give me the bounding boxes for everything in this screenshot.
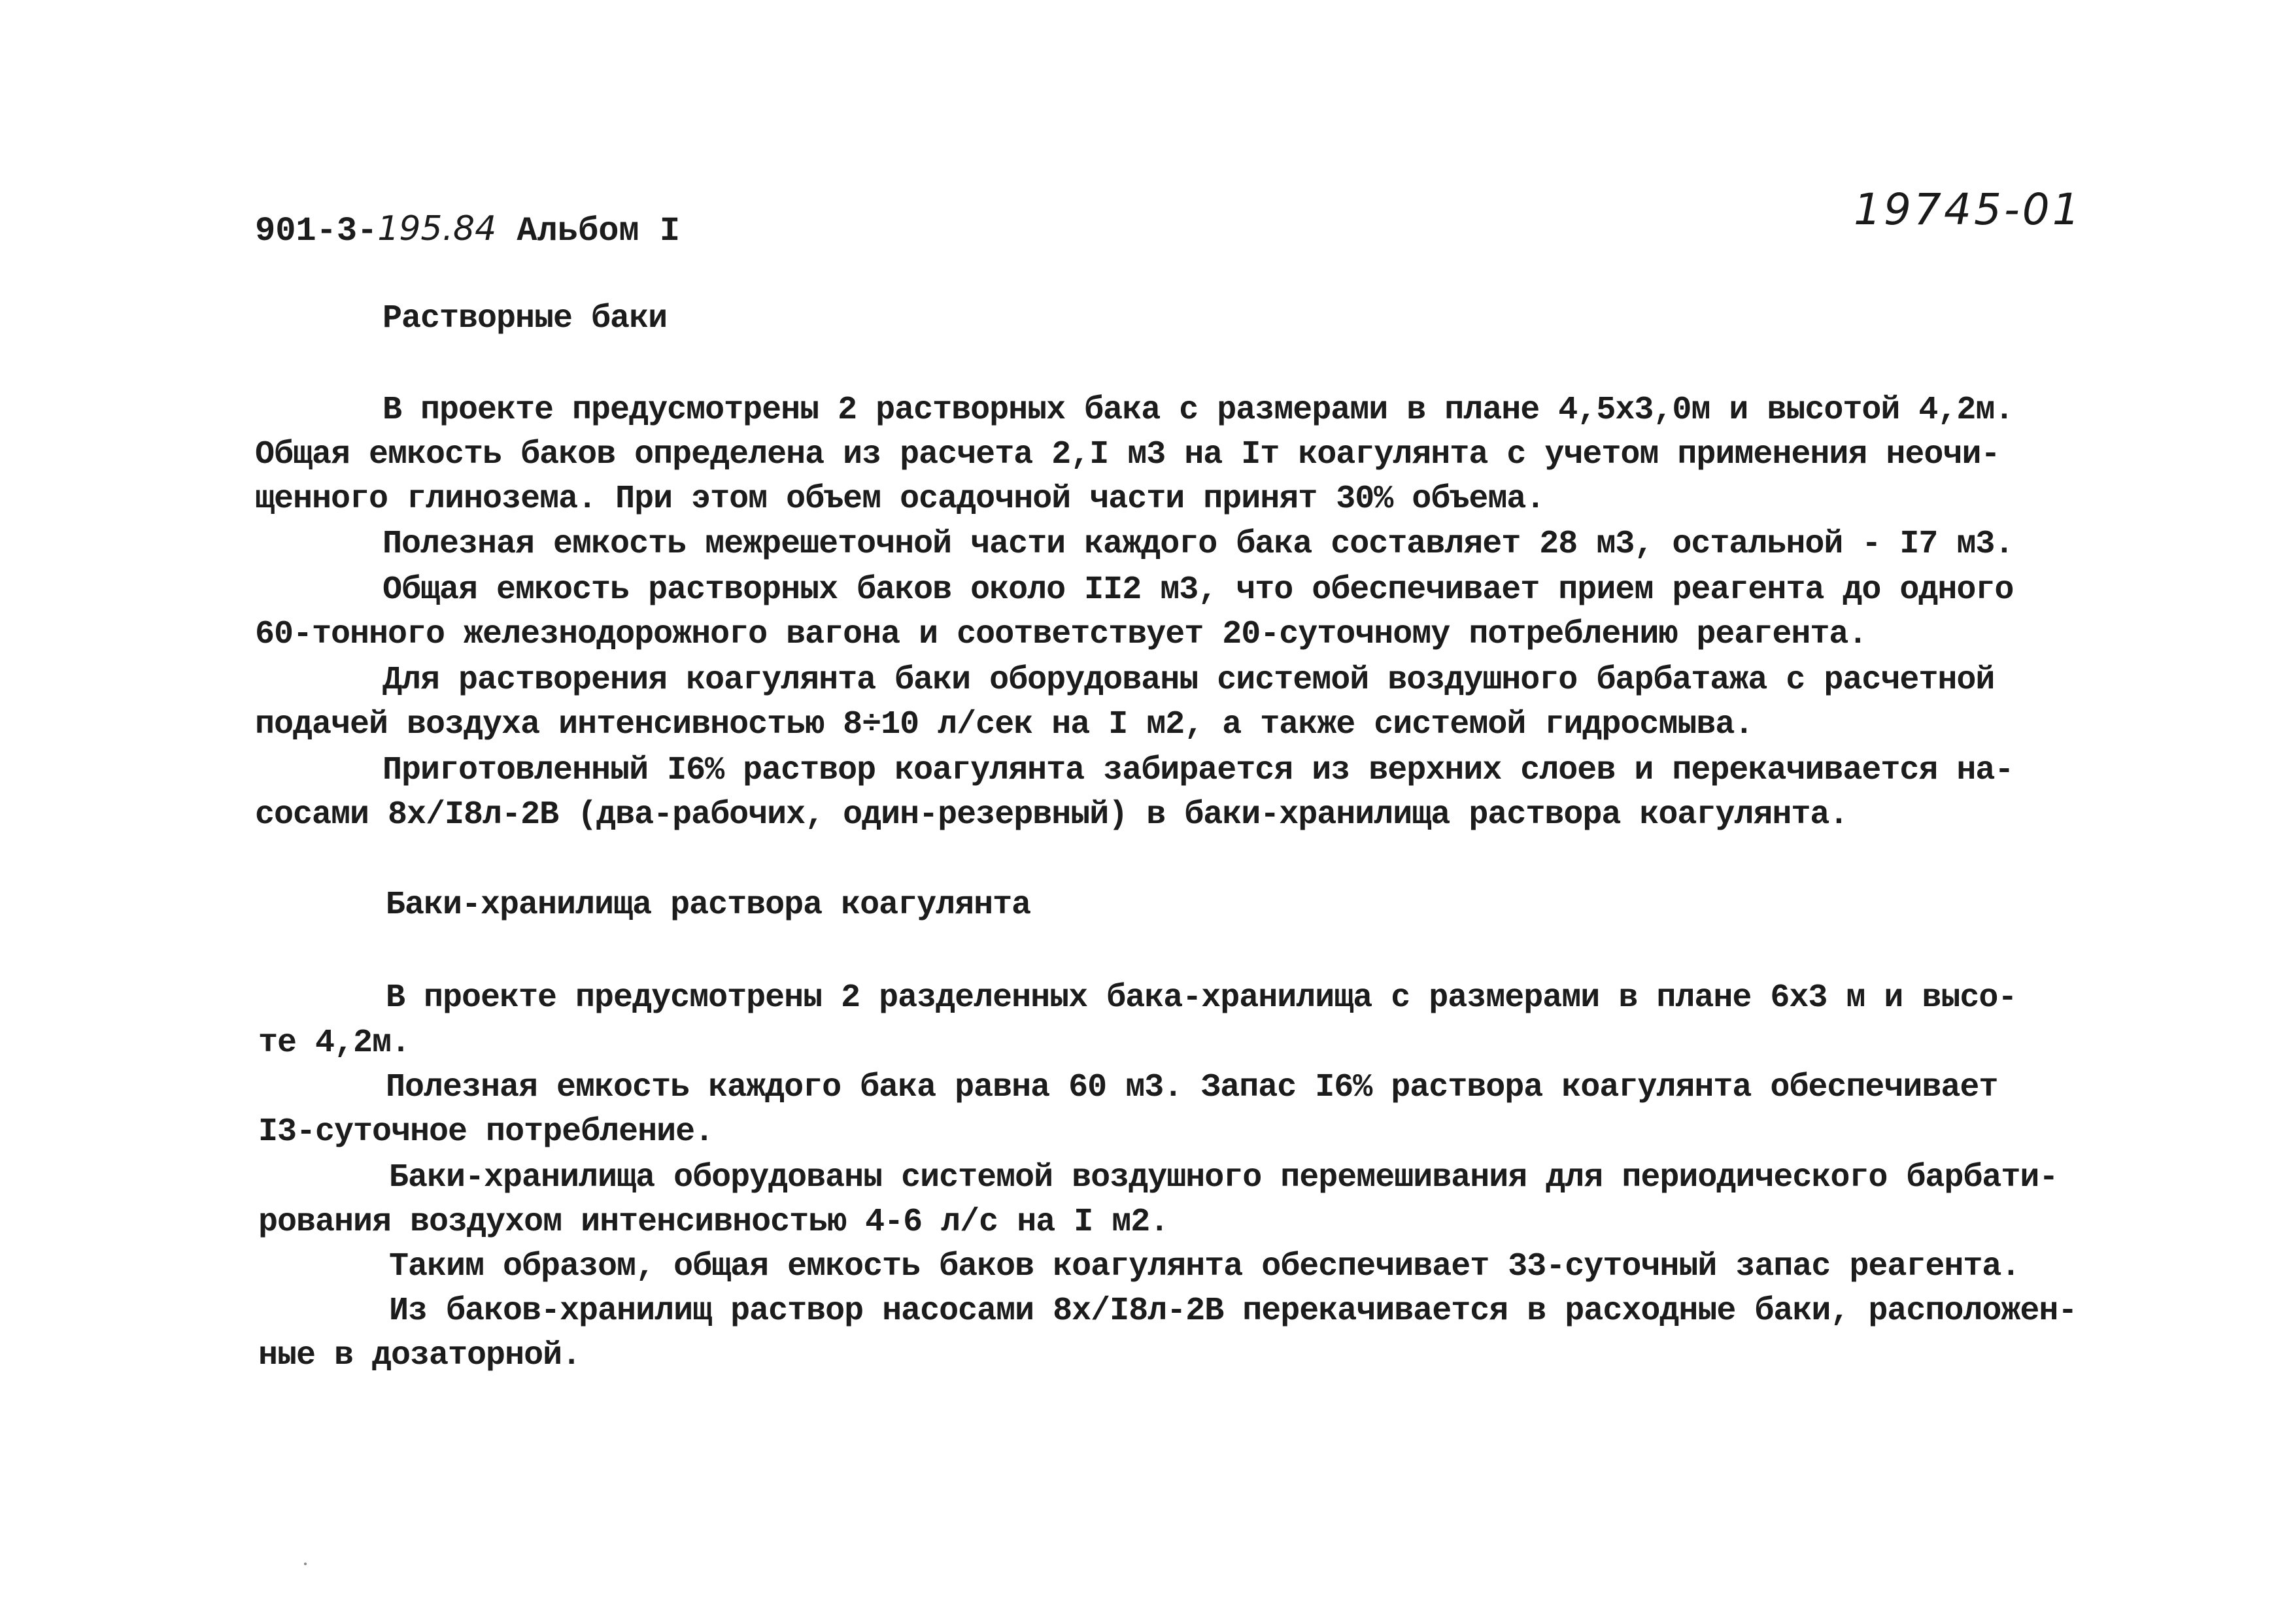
- scan-speck: [304, 1563, 307, 1565]
- paragraph-line: ные в дозаторной.: [258, 1337, 581, 1374]
- section-title: Баки-хранилища раствора коагулянта: [386, 887, 1031, 924]
- section-title: Растворные баки: [382, 300, 668, 337]
- paragraph-line: I3-суточное потребление.: [258, 1113, 714, 1151]
- paragraph-line: В проекте предусмотрены 2 растворных бака с размерами в плане 4,5х3,0м и высотой 4,2м.: [382, 392, 2014, 429]
- paragraph-line: сосами 8х/I8л-2В (два-рабочих, один-резервный) в баки-хранилища раствора коагулянта.: [255, 796, 1848, 834]
- paragraph-line: Для растворения коагулянта баки оборудованы системой воздушного барбатажа с расчетной: [382, 662, 1995, 699]
- paragraph-line: Приготовленный I6% раствор коагулянта забирается из верхних слоев и перекачивается на-: [382, 752, 2014, 789]
- paragraph-line: щенного глинозема. При этом объем осадочной части принят 30% объема.: [255, 481, 1545, 518]
- paragraph-line: Из баков-хранилищ раствор насосами 8х/I8л-2В перекачивается в расходные баки, расположен-: [389, 1293, 2077, 1330]
- album-label: Альбом I: [496, 212, 681, 250]
- paragraph-line: Полезная емкость межрешеточной части каждого бака составляет 28 м3, остальной - I7 м3.: [382, 526, 2014, 563]
- album-code-handwritten: 195.84: [377, 209, 497, 248]
- paragraph-line: рования воздухом интенсивностью 4-6 л/с на I м2.: [258, 1204, 1169, 1241]
- paragraph-line: Баки-хранилища оборудованы системой воздушного перемешивания для периодического барбати-: [389, 1159, 2058, 1196]
- album-code: [255, 209, 680, 251]
- document-number: 19745-01: [1854, 184, 2082, 235]
- paragraph-line: Таким образом, общая емкость баков коагулянта обеспечивает 33-суточный запас реагента.: [389, 1248, 2020, 1285]
- paragraph-line: Полезная емкость каждого бака равна 60 м3. Запас I6% раствора коагулянта обеспечивает: [386, 1069, 1998, 1106]
- album-code-prefix: 901-3-: [255, 212, 378, 250]
- paragraph-line: Общая емкость баков определена из расчета 2,I м3 на Iт коагулянта с учетом применения неочи-: [255, 436, 2000, 473]
- paragraph-line: В проекте предусмотрены 2 разделенных бака-хранилища с размерами в плане 6х3 м и высо-: [386, 979, 2017, 1017]
- paragraph-line: подачей воздуха интенсивностью 8÷10 л/сек на I м2, а также системой гидросмыва.: [255, 706, 1754, 743]
- paragraph-line: 60-тонного железнодорожного вагона и соответствует 20-суточному потреблению реагента.: [255, 616, 1867, 653]
- paragraph-line: те 4,2м.: [258, 1024, 411, 1062]
- paragraph-line: Общая емкость растворных баков около II2 м3, что обеспечивает прием реагента до одного: [382, 571, 2014, 609]
